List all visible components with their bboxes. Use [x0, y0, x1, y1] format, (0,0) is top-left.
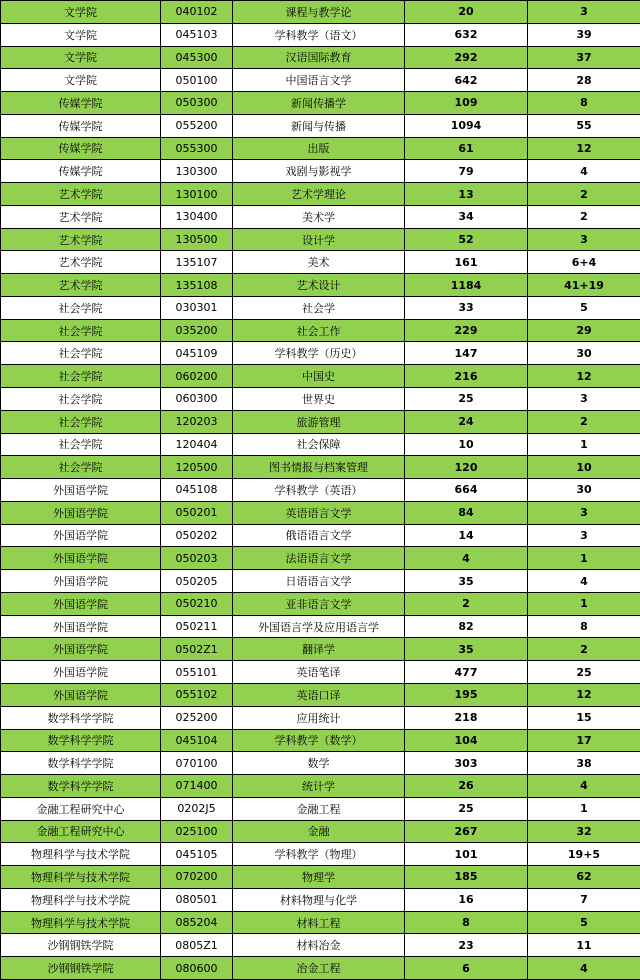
applicants-cell: 13 — [405, 183, 528, 206]
college-cell: 物理科学与技术学院 — [1, 843, 161, 866]
college-cell: 文学院 — [1, 69, 161, 92]
major-cell: 设计学 — [233, 228, 405, 251]
code-cell: 130400 — [161, 205, 233, 228]
major-cell: 图书情报与档案管理 — [233, 456, 405, 479]
admitted-cell: 32 — [528, 820, 640, 843]
college-cell: 社会学院 — [1, 433, 161, 456]
code-cell: 135108 — [161, 274, 233, 297]
college-cell: 外国语学院 — [1, 570, 161, 593]
applicants-cell: 229 — [405, 319, 528, 342]
applicants-cell: 8 — [405, 911, 528, 934]
code-cell: 120500 — [161, 456, 233, 479]
table-row — [1, 911, 640, 934]
major-cell: 学科教学（历史） — [233, 342, 405, 365]
table-row — [1, 388, 640, 411]
college-cell: 社会学院 — [1, 319, 161, 342]
major-cell: 艺术学理论 — [233, 183, 405, 206]
table-row — [1, 638, 640, 661]
applicants-cell: 2 — [405, 592, 528, 615]
major-cell: 翻译学 — [233, 638, 405, 661]
college-cell: 物理科学与技术学院 — [1, 888, 161, 911]
major-cell: 中国史 — [233, 365, 405, 388]
applicants-cell: 292 — [405, 46, 528, 69]
major-cell: 材料冶金 — [233, 934, 405, 957]
admitted-cell: 1 — [528, 592, 640, 615]
admitted-cell: 2 — [528, 183, 640, 206]
applicants-cell: 477 — [405, 661, 528, 684]
admitted-cell: 3 — [528, 524, 640, 547]
major-cell: 学科教学（物理） — [233, 843, 405, 866]
college-cell: 金融工程研究中心 — [1, 797, 161, 820]
major-cell: 俄语语言文学 — [233, 524, 405, 547]
table-row — [1, 501, 640, 524]
admitted-cell: 7 — [528, 888, 640, 911]
code-cell: 071400 — [161, 775, 233, 798]
table-row — [1, 934, 640, 957]
major-cell: 新闻与传播 — [233, 114, 405, 137]
college-cell: 文学院 — [1, 23, 161, 46]
applicants-cell: 664 — [405, 479, 528, 502]
admitted-cell: 3 — [528, 228, 640, 251]
major-cell: 学科教学（英语） — [233, 479, 405, 502]
major-cell: 英语语言文学 — [233, 501, 405, 524]
table-row — [1, 524, 640, 547]
code-cell: 120404 — [161, 433, 233, 456]
college-cell: 外国语学院 — [1, 547, 161, 570]
code-cell: 050100 — [161, 69, 233, 92]
admitted-cell: 6+4 — [528, 251, 640, 274]
major-cell: 旅游管理 — [233, 410, 405, 433]
college-cell: 艺术学院 — [1, 205, 161, 228]
applicants-cell: 267 — [405, 820, 528, 843]
table-row — [1, 615, 640, 638]
applicants-cell: 216 — [405, 365, 528, 388]
major-cell: 新闻传播学 — [233, 92, 405, 115]
admitted-cell: 4 — [528, 775, 640, 798]
admitted-cell: 41+19 — [528, 274, 640, 297]
applicants-cell: 101 — [405, 843, 528, 866]
college-cell: 外国语学院 — [1, 479, 161, 502]
major-cell: 统计学 — [233, 775, 405, 798]
college-cell: 文学院 — [1, 1, 161, 24]
admitted-cell: 5 — [528, 911, 640, 934]
table-row — [1, 137, 640, 160]
admitted-cell: 30 — [528, 342, 640, 365]
table-row — [1, 160, 640, 183]
applicants-cell: 14 — [405, 524, 528, 547]
admitted-cell: 8 — [528, 92, 640, 115]
table-row — [1, 251, 640, 274]
applicants-cell: 79 — [405, 160, 528, 183]
admitted-cell: 2 — [528, 205, 640, 228]
major-cell: 材料物理与化学 — [233, 888, 405, 911]
table-row — [1, 23, 640, 46]
admitted-cell: 28 — [528, 69, 640, 92]
major-cell: 汉语国际教育 — [233, 46, 405, 69]
applicants-cell: 185 — [405, 866, 528, 889]
code-cell: 060200 — [161, 365, 233, 388]
table-row — [1, 797, 640, 820]
code-cell: 050202 — [161, 524, 233, 547]
applicants-cell: 120 — [405, 456, 528, 479]
college-cell: 社会学院 — [1, 388, 161, 411]
code-cell: 030301 — [161, 296, 233, 319]
table-row — [1, 274, 640, 297]
admitted-cell: 10 — [528, 456, 640, 479]
applicants-cell: 23 — [405, 934, 528, 957]
major-cell: 中国语言文学 — [233, 69, 405, 92]
table-row — [1, 775, 640, 798]
major-cell: 英语笔译 — [233, 661, 405, 684]
applicants-cell: 218 — [405, 706, 528, 729]
table-row — [1, 69, 640, 92]
admitted-cell: 3 — [528, 1, 640, 24]
college-cell: 物理科学与技术学院 — [1, 866, 161, 889]
table-row — [1, 92, 640, 115]
admitted-cell: 12 — [528, 683, 640, 706]
college-cell: 文学院 — [1, 46, 161, 69]
code-cell: 050210 — [161, 592, 233, 615]
major-cell: 社会工作 — [233, 319, 405, 342]
admitted-cell: 1 — [528, 797, 640, 820]
code-cell: 045300 — [161, 46, 233, 69]
applicants-cell: 1094 — [405, 114, 528, 137]
code-cell: 045109 — [161, 342, 233, 365]
applicants-cell: 25 — [405, 797, 528, 820]
major-cell: 课程与教学论 — [233, 1, 405, 24]
admitted-cell: 3 — [528, 388, 640, 411]
applicants-cell: 20 — [405, 1, 528, 24]
major-cell: 金融 — [233, 820, 405, 843]
code-cell: 085204 — [161, 911, 233, 934]
major-cell: 亚非语言文学 — [233, 592, 405, 615]
table-body — [1, 1, 640, 980]
college-cell: 外国语学院 — [1, 615, 161, 638]
college-cell: 数学科学学院 — [1, 729, 161, 752]
admitted-cell: 12 — [528, 365, 640, 388]
college-cell: 外国语学院 — [1, 661, 161, 684]
applicants-cell: 642 — [405, 69, 528, 92]
code-cell: 0805Z1 — [161, 934, 233, 957]
applicants-cell: 303 — [405, 752, 528, 775]
admitted-cell: 17 — [528, 729, 640, 752]
admitted-cell: 8 — [528, 615, 640, 638]
applicants-cell: 632 — [405, 23, 528, 46]
code-cell: 050300 — [161, 92, 233, 115]
code-cell: 135107 — [161, 251, 233, 274]
college-cell: 艺术学院 — [1, 274, 161, 297]
code-cell: 080600 — [161, 957, 233, 980]
applicants-cell: 24 — [405, 410, 528, 433]
table-row — [1, 228, 640, 251]
major-cell: 学科教学（数学） — [233, 729, 405, 752]
admitted-cell: 19+5 — [528, 843, 640, 866]
admitted-cell: 38 — [528, 752, 640, 775]
table-row — [1, 843, 640, 866]
code-cell: 070100 — [161, 752, 233, 775]
major-cell: 美术学 — [233, 205, 405, 228]
admitted-cell: 15 — [528, 706, 640, 729]
college-cell: 数学科学学院 — [1, 752, 161, 775]
college-cell: 金融工程研究中心 — [1, 820, 161, 843]
table-row — [1, 706, 640, 729]
admitted-cell: 1 — [528, 433, 640, 456]
code-cell: 130500 — [161, 228, 233, 251]
college-cell: 数学科学学院 — [1, 775, 161, 798]
major-cell: 材料工程 — [233, 911, 405, 934]
major-cell: 外国语言学及应用语言学 — [233, 615, 405, 638]
college-cell: 传媒学院 — [1, 160, 161, 183]
college-cell: 社会学院 — [1, 456, 161, 479]
major-cell: 学科教学（语文） — [233, 23, 405, 46]
table-row — [1, 820, 640, 843]
code-cell: 050205 — [161, 570, 233, 593]
admitted-cell: 55 — [528, 114, 640, 137]
code-cell: 050211 — [161, 615, 233, 638]
admitted-cell: 25 — [528, 661, 640, 684]
table-row — [1, 296, 640, 319]
code-cell: 055101 — [161, 661, 233, 684]
admitted-cell: 12 — [528, 137, 640, 160]
applicants-cell: 26 — [405, 775, 528, 798]
major-cell: 应用统计 — [233, 706, 405, 729]
major-cell: 美术 — [233, 251, 405, 274]
admitted-cell: 4 — [528, 570, 640, 593]
college-cell: 沙钢钢铁学院 — [1, 957, 161, 980]
code-cell: 130100 — [161, 183, 233, 206]
applicants-cell: 33 — [405, 296, 528, 319]
college-cell: 传媒学院 — [1, 137, 161, 160]
table-row — [1, 410, 640, 433]
code-cell: 120203 — [161, 410, 233, 433]
major-cell: 社会学 — [233, 296, 405, 319]
college-cell: 社会学院 — [1, 410, 161, 433]
major-cell: 物理学 — [233, 866, 405, 889]
table-row — [1, 888, 640, 911]
college-cell: 艺术学院 — [1, 228, 161, 251]
admitted-cell: 11 — [528, 934, 640, 957]
admitted-cell: 4 — [528, 957, 640, 980]
code-cell: 045105 — [161, 843, 233, 866]
applicants-cell: 104 — [405, 729, 528, 752]
code-cell: 055102 — [161, 683, 233, 706]
code-cell: 060300 — [161, 388, 233, 411]
major-cell: 世界史 — [233, 388, 405, 411]
code-cell: 040102 — [161, 1, 233, 24]
applicants-cell: 4 — [405, 547, 528, 570]
admitted-cell: 3 — [528, 501, 640, 524]
college-cell: 传媒学院 — [1, 114, 161, 137]
admitted-cell: 5 — [528, 296, 640, 319]
code-cell: 055300 — [161, 137, 233, 160]
major-cell: 出版 — [233, 137, 405, 160]
code-cell: 080501 — [161, 888, 233, 911]
applicants-cell: 84 — [405, 501, 528, 524]
code-cell: 045104 — [161, 729, 233, 752]
table-row — [1, 547, 640, 570]
admitted-cell: 2 — [528, 410, 640, 433]
code-cell: 130300 — [161, 160, 233, 183]
code-cell: 0202J5 — [161, 797, 233, 820]
admitted-cell: 2 — [528, 638, 640, 661]
major-cell: 法语语言文学 — [233, 547, 405, 570]
table-row — [1, 661, 640, 684]
code-cell: 025200 — [161, 706, 233, 729]
college-cell: 社会学院 — [1, 365, 161, 388]
table-row — [1, 46, 640, 69]
applicants-cell: 161 — [405, 251, 528, 274]
table-row — [1, 1, 640, 24]
college-cell: 社会学院 — [1, 296, 161, 319]
applicants-cell: 82 — [405, 615, 528, 638]
college-cell: 外国语学院 — [1, 501, 161, 524]
applicants-cell: 10 — [405, 433, 528, 456]
table-row — [1, 570, 640, 593]
major-cell: 日语语言文学 — [233, 570, 405, 593]
table-row — [1, 957, 640, 980]
code-cell: 025100 — [161, 820, 233, 843]
applicants-cell: 52 — [405, 228, 528, 251]
table-row — [1, 866, 640, 889]
code-cell: 035200 — [161, 319, 233, 342]
college-cell: 外国语学院 — [1, 638, 161, 661]
admitted-cell: 29 — [528, 319, 640, 342]
major-cell: 戏剧与影视学 — [233, 160, 405, 183]
table-row — [1, 342, 640, 365]
table-row — [1, 729, 640, 752]
code-cell: 045108 — [161, 479, 233, 502]
major-cell: 金融工程 — [233, 797, 405, 820]
table-row — [1, 114, 640, 137]
applicants-cell: 35 — [405, 638, 528, 661]
table-row — [1, 433, 640, 456]
applicants-cell: 34 — [405, 205, 528, 228]
table-row — [1, 592, 640, 615]
table-row — [1, 205, 640, 228]
table-row — [1, 365, 640, 388]
college-cell: 艺术学院 — [1, 251, 161, 274]
code-cell: 055200 — [161, 114, 233, 137]
college-cell: 外国语学院 — [1, 524, 161, 547]
major-cell: 社会保障 — [233, 433, 405, 456]
admitted-cell: 62 — [528, 866, 640, 889]
code-cell: 050201 — [161, 501, 233, 524]
college-cell: 社会学院 — [1, 342, 161, 365]
college-cell: 传媒学院 — [1, 92, 161, 115]
table-row — [1, 479, 640, 502]
applicants-cell: 35 — [405, 570, 528, 593]
applicants-cell: 16 — [405, 888, 528, 911]
applicants-cell: 25 — [405, 388, 528, 411]
college-cell: 沙钢钢铁学院 — [1, 934, 161, 957]
college-cell: 物理科学与技术学院 — [1, 911, 161, 934]
college-cell: 外国语学院 — [1, 683, 161, 706]
code-cell: 070200 — [161, 866, 233, 889]
admitted-cell: 4 — [528, 160, 640, 183]
applicants-cell: 6 — [405, 957, 528, 980]
table-row — [1, 319, 640, 342]
admitted-cell: 37 — [528, 46, 640, 69]
table-row — [1, 683, 640, 706]
applicants-cell: 147 — [405, 342, 528, 365]
admitted-cell: 30 — [528, 479, 640, 502]
code-cell: 045103 — [161, 23, 233, 46]
code-cell: 0502Z1 — [161, 638, 233, 661]
college-cell: 数学科学学院 — [1, 706, 161, 729]
admitted-cell: 39 — [528, 23, 640, 46]
applicants-cell: 195 — [405, 683, 528, 706]
applicants-cell: 109 — [405, 92, 528, 115]
college-cell: 外国语学院 — [1, 592, 161, 615]
applicants-cell: 61 — [405, 137, 528, 160]
major-cell: 数学 — [233, 752, 405, 775]
table-row — [1, 456, 640, 479]
college-cell: 艺术学院 — [1, 183, 161, 206]
major-cell: 冶金工程 — [233, 957, 405, 980]
table-row — [1, 752, 640, 775]
code-cell: 050203 — [161, 547, 233, 570]
major-cell: 英语口译 — [233, 683, 405, 706]
table-row — [1, 183, 640, 206]
major-cell: 艺术设计 — [233, 274, 405, 297]
applicants-cell: 1184 — [405, 274, 528, 297]
admitted-cell: 1 — [528, 547, 640, 570]
